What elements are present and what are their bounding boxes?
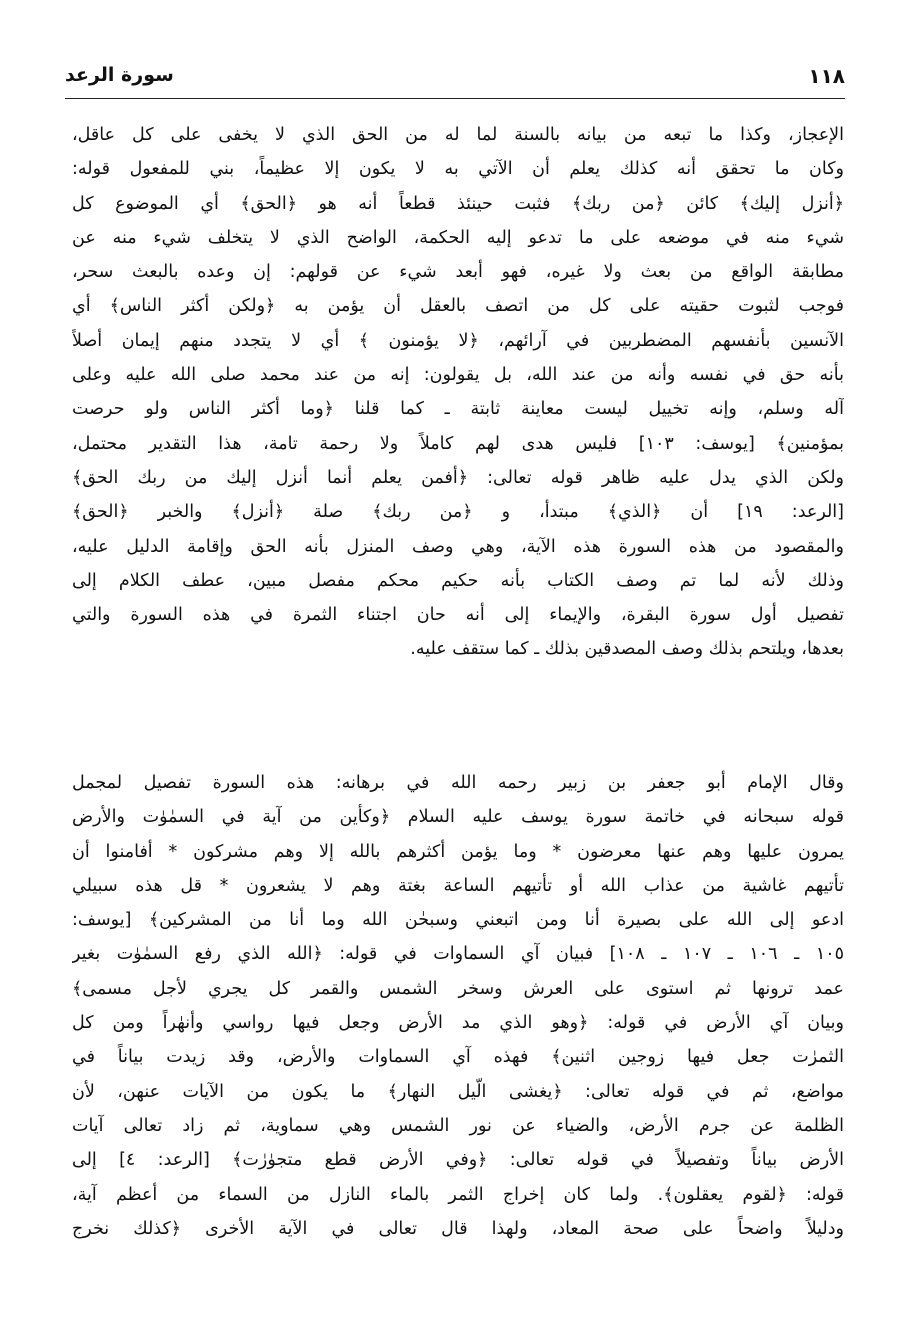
text-line: يمرون عليها وهم عنها معرضون * وما يؤمن أكثرهم بالله إلا وهم مشركون * أفامنوا أن	[72, 841, 844, 862]
surah-title: سورة الرعد	[65, 64, 174, 86]
text-line: وكان ما تحقق أنه كذلك يعلم أن الآتي به لا يكون إلا عظيماً، بني للمفعول قوله:	[72, 159, 844, 180]
text-line: ودليلاً واضحاً على صحة المعاد، ولهذا قال تعالى في الآية الأخرى ﴿كذلك نخرج	[72, 1218, 844, 1239]
text-line: بمؤمنين﴾ [يوسف: ١٠٣] فليس هدى لهم كاملاً ولا رحمة تامة، هذا التقدير محتمل،	[72, 433, 844, 454]
text-line: الأرض بياناً وتفصيلاً في قوله تعالى: ﴿وفي الأرض قطع متجوٰرٰت﴾ [الرعد: ٤] إلى	[72, 1150, 844, 1171]
text-line: مواضع، ثم في قوله تعالى: ﴿يغشى الّيل النهار﴾ ما يكون من الآيات عنهن، لأن	[72, 1081, 844, 1102]
text-line: [الرعد: ١٩] أن ﴿الذي﴾ مبتدأ، و ﴿من ربك﴾ صلة ﴿أنزل﴾ والخبر ﴿الحق﴾	[72, 502, 844, 523]
text-line: عمد ترونها ثم استوى على العرش وسخر الشمس والقمر كل يجري لأجل مسمى﴾	[72, 978, 844, 999]
text-line: مطابقة الواقع من بعث ولا غيره، فهو أبعد شيء عن قولهم: إن وعده بالبعث سحر،	[72, 262, 844, 283]
text-line: بأنه حق في نفسه وأنه من عند الله، بل يقولون: إنه من عند محمد صلى الله عليه وعلى	[72, 365, 844, 386]
text-line: آله وسلم، وإنه تخييل ليست معاينة ثابتة ـ كما قلنا ﴿وما أكثر الناس ولو حرصت	[72, 399, 844, 420]
text-line: شيء منه في موضعه على ما تدعو إليه الحكمة، الواضح الذي لا يتخلف شيء منه عن	[72, 227, 844, 248]
text-line: الإعجاز، وكذا ما تبعه من بيانه بالسنة لما له من الحق الذي لا يخفى على كل عاقل،	[72, 125, 844, 145]
text-line: الثمرٰت جعل فيها زوجين اثنين﴾ فهذه آي السماوات والأرض، وقد زيدت بياناً في	[72, 1047, 844, 1068]
header-divider	[65, 98, 845, 99]
text-line: بعدها، ويلتحم بذلك وصف المصدقين بذلك ـ كما ستقف عليه.	[410, 639, 844, 660]
text-line: ولكن الذي يدل عليه ظاهر قوله تعالى: ﴿أفمن يعلم أنما أنزل إليك من ربك الحق﴾	[72, 467, 844, 488]
text-line: تفصيل أول سورة البقرة، والإيماء إلى أنه حان اجتناء الثمرة في هذه السورة والتي	[72, 605, 844, 626]
text-line: تأتيهم غاشية من عذاب الله أو تأتيهم الساعة بغتة وهم لا يشعرون * قل هذه سبيلي	[72, 875, 844, 896]
text-line: ﴿أنزل إليك﴾ كائن ﴿من ربك﴾ فثبت حينئذ قطعاً أنه هو ﴿الحق﴾ أي الموضوع كل	[72, 193, 844, 214]
page-number: ١١٨	[808, 64, 845, 88]
page-header	[65, 60, 845, 96]
text-line: ادعو إلى الله على بصيرة أنا ومن اتبعني وسبحٰن الله وما أنا من المشركين﴾ [يوسف:	[72, 910, 844, 931]
text-line: الظلمة عن جرم الأرض، والضياء عن نور الشمس وهي سماوية، ثم زاد تعالى آيات	[72, 1115, 844, 1136]
text-line: قوله سبحانه في خاتمة سورة يوسف عليه السلام ﴿وكأين من آية في السمٰوٰت والأرض	[72, 807, 844, 828]
text-line: وذلك لأنه لما تم وصف الكتاب بأنه حكيم محكم مفصل مبين، عطف الكلام إلى	[72, 570, 844, 591]
paragraph-1	[72, 118, 844, 667]
text-line: فوجب لثبوت حقيته على كل من اتصف بالعقل أن يؤمن به ﴿ولكن أكثر الناس﴾ أي	[72, 296, 844, 317]
text-line: ١٠٥ ـ ١٠٦ ـ ١٠٧ ـ ١٠٨] فبيان آي السماوات في قوله: ﴿الله الذي رفع السمٰوٰت بغير	[72, 944, 844, 965]
text-line: وقال الإمام أبو جعفر بن زبير رحمه الله في برهانه: هذه السورة تفصيل لمجمل	[72, 773, 844, 793]
text-line: وبيان آي الأرض في قوله: ﴿وهو الذي مد الأرض وجعل فيها رواسي وأنهٰراً ومن كل	[72, 1013, 844, 1034]
text-line: الآنسين بأنفسهم المضطربين في آرائهم، ﴿لا يؤمنون ﴾ أي لا يتجدد منهم إيمان أصلاً	[72, 330, 844, 351]
text-line: والمقصود من هذه السورة هذه الآية، وهي وصف المنزل بأنه الحق وإقامة الدليل عليه،	[72, 536, 844, 557]
text-line: قوله: ﴿لقوم يعقلون﴾. ولما كان إخراج الثمر بالماء النازل من السماء من أعظم آية،	[72, 1184, 844, 1205]
paragraph-2	[72, 766, 844, 1246]
